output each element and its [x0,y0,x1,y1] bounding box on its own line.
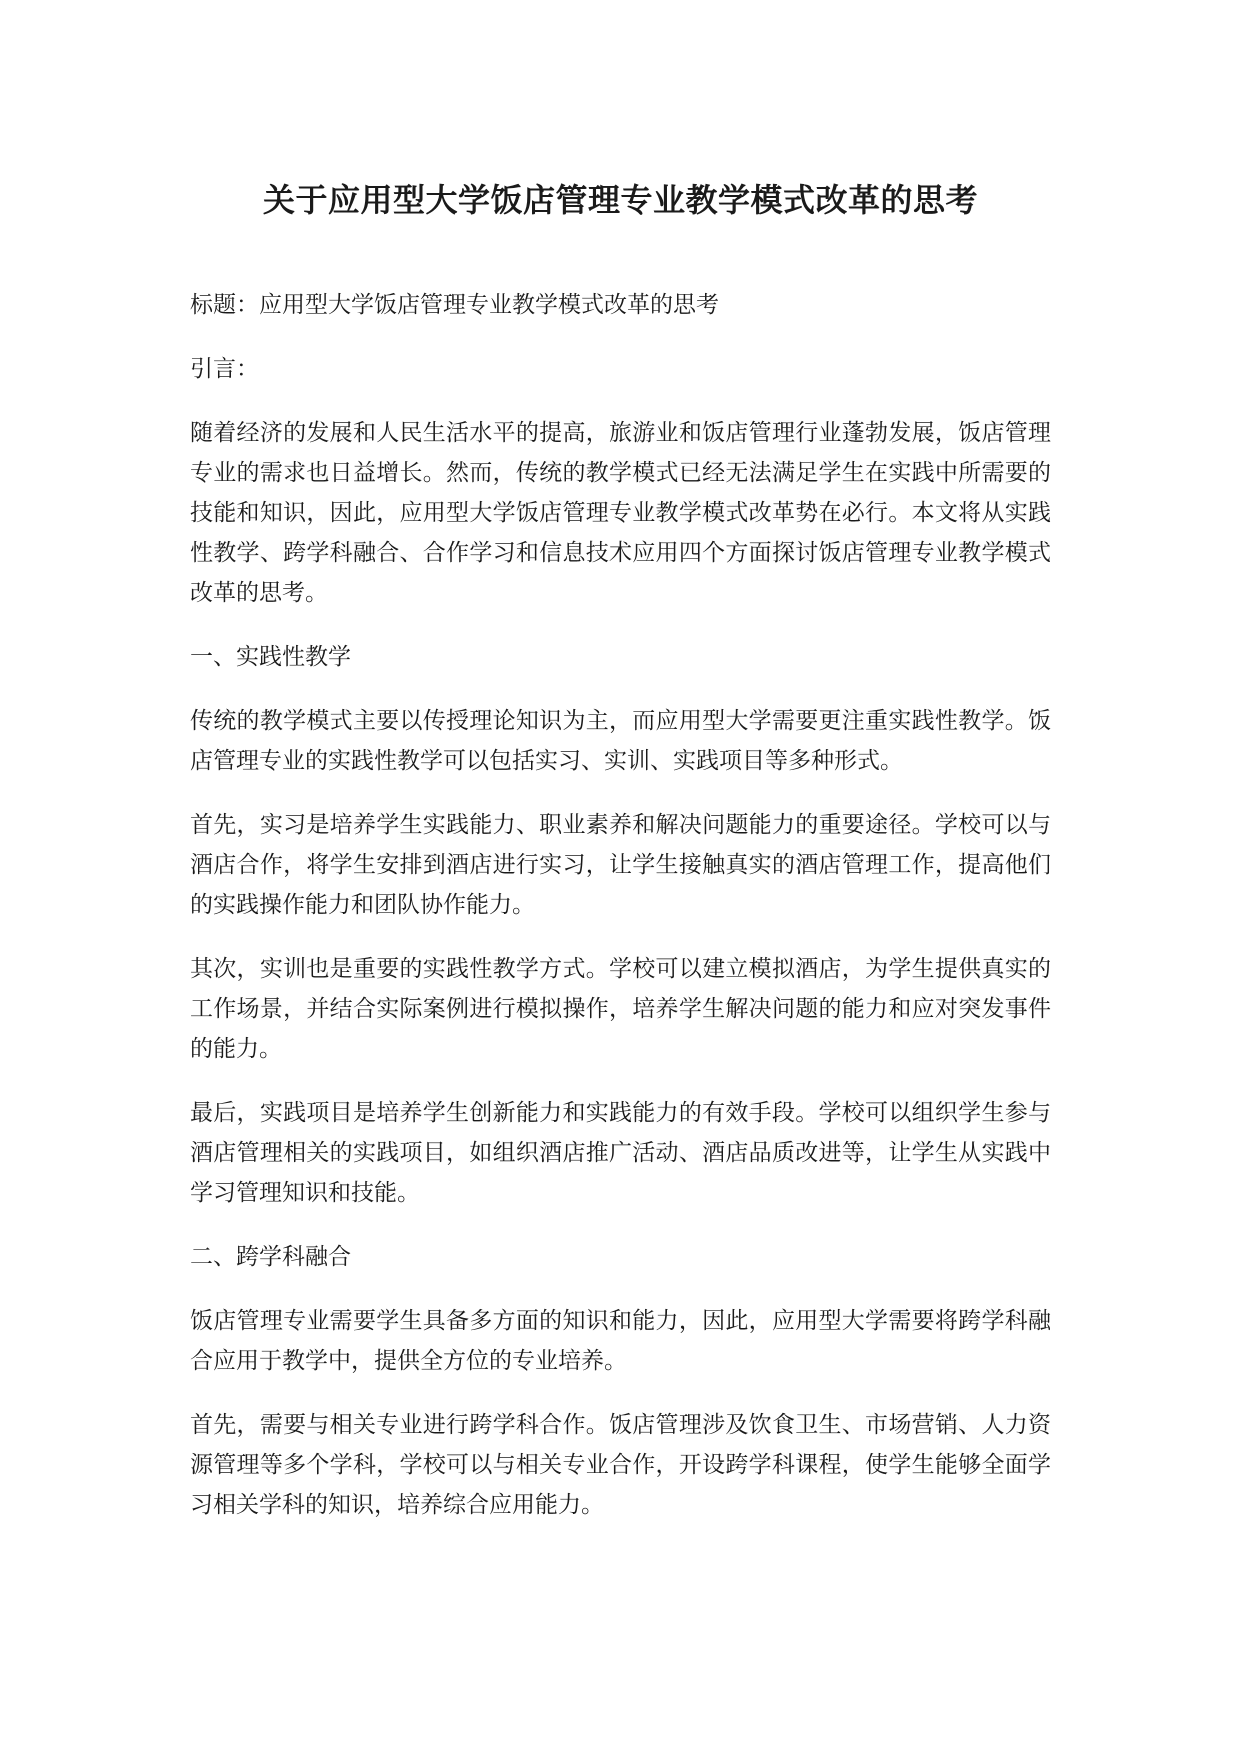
paragraph-practice-projects: 最后，实践项目是培养学生创新能力和实践能力的有效手段。学校可以组织学生参与酒店管理相关的实践项目，如组织酒店推广活动、酒店品质改进等，让学生从实践中学习管理知识和技能。 [190,1100,1051,1206]
paragraph-training: 其次，实训也是重要的实践性教学方式。学校可以建立模拟酒店，为学生提供真实的工作场景，并结合实际案例进行模拟操作，培养学生解决问题的能力和应对突发事件的能力。 [190,956,1051,1062]
paragraph-intro-label: 引言： [190,356,259,382]
document-body [190,285,1051,1549]
paragraph-subject-line: 标题：应用型大学饭店管理专业教学模式改革的思考 [190,292,719,318]
section-heading-interdisciplinary: 二、跨学科融合 [190,1244,351,1270]
paragraph-practical-overview: 传统的教学模式主要以传授理论知识为主，而应用型大学需要更注重实践性教学。饭店管理专业的实践性教学可以包括实习、实训、实践项目等多种形式。 [190,708,1051,774]
document-title: 关于应用型大学饭店管理专业教学模式改革的思考 [262,181,978,219]
section-heading-practical-teaching: 一、实践性教学 [190,644,351,670]
paragraph-intro: 随着经济的发展和人民生活水平的提高，旅游业和饭店管理行业蓬勃发展，饭店管理专业的需求也日益增长。然而，传统的教学模式已经无法满足学生在实践中所需要的技能和知识，因此，应用型大学饭店管理专业教学模式改革势在必行。本文将从实践性教学、跨学科融合、合作学习和信息技术应用四个方面探讨饭店管理专业教学模式改革的思考。 [190,420,1051,606]
paragraph-internship: 首先，实习是培养学生实践能力、职业素养和解决问题能力的重要途径。学校可以与酒店合作，将学生安排到酒店进行实习，让学生接触真实的酒店管理工作，提高他们的实践操作能力和团队协作能力。 [190,812,1051,918]
paragraph-interdisciplinary-cooperation: 首先，需要与相关专业进行跨学科合作。饭店管理涉及饮食卫生、市场营销、人力资源管理等多个学科，学校可以与相关专业合作，开设跨学科课程，使学生能够全面学习相关学科的知识，培养综合应用能力。 [190,1412,1051,1518]
paragraph-interdisciplinary-overview: 饭店管理专业需要学生具备多方面的知识和能力，因此，应用型大学需要将跨学科融合应用于教学中，提供全方位的专业培养。 [190,1308,1051,1374]
